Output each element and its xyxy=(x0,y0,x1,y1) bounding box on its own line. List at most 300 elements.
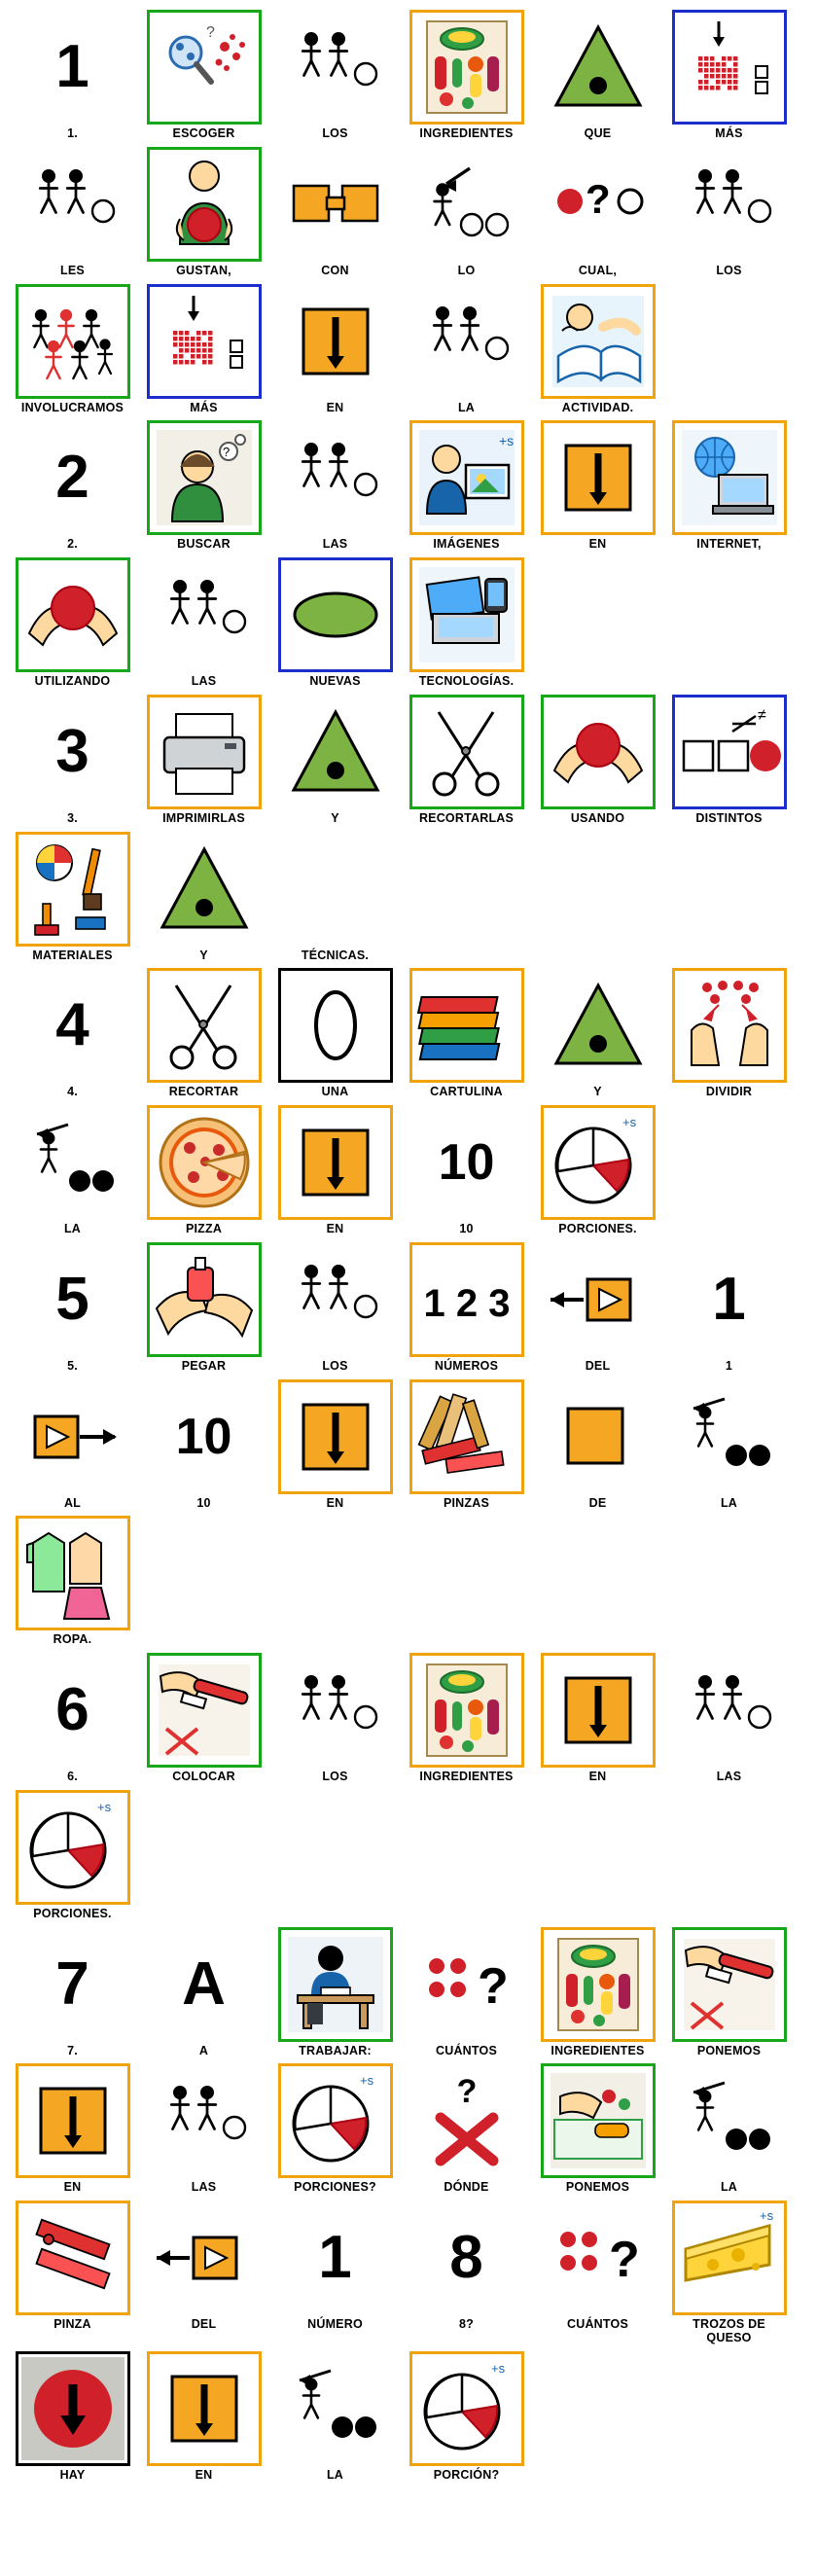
pictogram-cell xyxy=(406,420,527,552)
more-dots-arrow-icon xyxy=(147,284,262,399)
pictogram-caption: PORCIÓN? xyxy=(433,2467,500,2482)
number-text: 1 xyxy=(712,1265,746,1333)
pictogram-caption: HAY xyxy=(59,2467,86,2482)
put-hand-table-icon xyxy=(541,2063,656,2178)
svg-text:+s: +s xyxy=(96,1799,111,1814)
pictogram-caption: LOS xyxy=(322,1358,348,1373)
pictogram-cell xyxy=(12,832,133,963)
pictogram-cell xyxy=(12,2351,133,2483)
images-person-screen-icon xyxy=(409,420,524,535)
pictogram-cell xyxy=(406,1379,527,1511)
pictogram-row xyxy=(12,2063,805,2195)
people-group-icon xyxy=(278,420,393,535)
pictogram-cell xyxy=(12,2063,133,2195)
different-shapes-icon xyxy=(672,695,787,809)
pictogram-caption: UNA xyxy=(321,1085,349,1099)
pictogram-caption: TROZOS DE QUESO xyxy=(693,2317,765,2344)
pictogram-caption: LA xyxy=(63,1222,82,1235)
pictogram-caption: LAS xyxy=(322,537,348,552)
pictogram-cell xyxy=(406,1242,527,1374)
people-group-icon xyxy=(16,147,130,262)
triangle-green-icon xyxy=(541,968,656,1083)
pictogram-caption: MATERIALES xyxy=(32,948,113,962)
pictogram-caption: DEL xyxy=(585,1358,611,1373)
number-glyph xyxy=(16,1927,130,2042)
number-text: 10 xyxy=(438,1134,495,1191)
pictogram-caption: LES xyxy=(60,263,85,277)
person-arrow-group-icon xyxy=(278,2351,393,2466)
scissors-icon xyxy=(409,695,524,809)
person-arrow-group-icon xyxy=(672,1379,787,1494)
pictogram-cell xyxy=(12,420,133,552)
pictogram-caption: INGREDIENTES xyxy=(551,2043,645,2057)
pictogram-cell xyxy=(12,557,133,689)
pictogram-caption: INGREDIENTES xyxy=(419,1770,514,1783)
pictogram-cell xyxy=(12,2200,133,2332)
people-group-icon xyxy=(147,2063,262,2178)
pictogram-caption: LAS xyxy=(716,1770,742,1783)
pictogram-caption: TECNOLOGÍAS. xyxy=(418,674,515,688)
pictogram-caption: 2. xyxy=(67,537,78,552)
pictogram-caption: TÉCNICAS. xyxy=(301,948,370,962)
number-glyph xyxy=(16,695,130,809)
pictogram-cell xyxy=(406,147,527,278)
pictogram-cell xyxy=(12,1379,133,1511)
pictogram-caption: 6. xyxy=(67,1770,78,1783)
scissors-icon xyxy=(147,968,262,1083)
arrow-play-left-icon xyxy=(147,2200,262,2315)
number-text: 1 xyxy=(318,2224,352,2291)
pictogram-row xyxy=(12,284,805,415)
pictogram-cell xyxy=(406,2200,527,2332)
activity-book-hands-icon xyxy=(541,284,656,399)
pictogram-row xyxy=(12,1379,805,1511)
pictogram-cell xyxy=(668,420,790,552)
square-arrow-down-icon xyxy=(541,420,656,535)
pictogram-cell xyxy=(537,420,658,552)
pictogram-caption: 5. xyxy=(67,1358,78,1373)
pictogram-cell xyxy=(274,284,396,415)
pictogram-cell xyxy=(406,1105,527,1236)
pictogram-cell xyxy=(143,1242,265,1374)
pictogram-cell xyxy=(143,557,265,689)
pictogram-cell xyxy=(12,1105,133,1236)
pictogram-cell xyxy=(537,1379,658,1511)
numbers-123-icon xyxy=(409,1242,524,1357)
pictogram-cell xyxy=(537,1105,658,1236)
pictogram-row xyxy=(12,695,805,826)
pictogram-caption: Y xyxy=(331,810,339,825)
svg-text:?: ? xyxy=(222,445,230,460)
pictogram-cell xyxy=(537,695,658,826)
internet-globe-laptop-icon xyxy=(672,420,787,535)
pizza-icon xyxy=(147,1105,262,1220)
pictogram-cell xyxy=(12,10,133,141)
pictogram-cell xyxy=(12,1790,133,1921)
pictogram-caption: NUEVAS xyxy=(309,674,361,688)
like-person-heart-icon xyxy=(147,147,262,262)
number-glyph xyxy=(147,1379,262,1494)
pictogram-caption: ROPA. xyxy=(53,1632,92,1647)
pictogram-cell xyxy=(12,968,133,1099)
pictogram-caption: PEGAR xyxy=(181,1358,227,1373)
pictogram-cell xyxy=(143,2200,265,2332)
svg-text:+s: +s xyxy=(622,1115,636,1129)
pictogram-cell xyxy=(274,147,396,278)
orange-square-arrow-left-icon xyxy=(541,1379,656,1494)
number-text: 5 xyxy=(55,1265,89,1333)
people-group-icon xyxy=(672,1653,787,1768)
pictogram-cell xyxy=(143,10,265,141)
choose-magnifier-icon xyxy=(147,10,262,125)
pictogram-cell xyxy=(274,1242,396,1374)
number-glyph xyxy=(278,2200,393,2315)
play-arrow-right-icon xyxy=(16,1379,130,1494)
pictogram-caption: 1. xyxy=(67,126,78,140)
number-glyph xyxy=(16,1653,130,1768)
pictogram-row xyxy=(12,1516,805,1647)
pictogram-cell xyxy=(668,1927,790,2058)
pictogram-caption: AL xyxy=(63,1495,82,1510)
pictogram-caption: LA xyxy=(720,1495,738,1510)
pictogram-caption: PORCIONES. xyxy=(558,1222,637,1235)
pictogram-caption: LA xyxy=(326,2467,344,2482)
pictogram-cell xyxy=(274,420,396,552)
pictogram-caption: NÚMEROS xyxy=(434,1358,499,1373)
pictogram-row xyxy=(12,1105,805,1236)
ellipse-outline-icon xyxy=(278,968,393,1083)
pictogram-caption: 1 xyxy=(725,1358,733,1373)
pictogram-cell xyxy=(668,1653,790,1784)
pictogram-row xyxy=(12,147,805,278)
pictogram-caption: DIVIDIR xyxy=(705,1085,753,1099)
pictogram-caption: LA xyxy=(720,2180,738,2195)
pictogram-caption: MÁS xyxy=(715,126,743,140)
pictogram-cell xyxy=(406,968,527,1099)
person-arrow-icon xyxy=(409,147,524,262)
pictogram-cell xyxy=(274,2063,396,2195)
pictogram-cell xyxy=(668,2063,790,2195)
pictogram-caption: IMÁGENES xyxy=(433,537,500,552)
pictogram-caption: CUÁNTOS xyxy=(436,2043,497,2057)
pictogram-cell xyxy=(668,1379,790,1511)
pictogram-caption: EN xyxy=(195,2467,213,2482)
pictogram-caption: Y xyxy=(199,948,208,962)
portions-pie-icon xyxy=(16,1790,130,1905)
pictogram-caption: PONEMOS xyxy=(565,2180,630,2195)
pictogram-cell xyxy=(537,1242,658,1374)
number-text: 7 xyxy=(55,1950,89,2018)
people-group-icon xyxy=(409,284,524,399)
pictogram-caption: EN xyxy=(326,1222,344,1235)
pictogram-cell xyxy=(12,147,133,278)
svg-text:?: ? xyxy=(477,1957,509,2015)
more-dots-arrow-icon xyxy=(672,10,787,125)
pictogram-caption: ACTIVIDAD. xyxy=(561,400,634,414)
pictogram-caption: 7. xyxy=(67,2043,78,2057)
place-hand-tool-icon xyxy=(147,1653,262,1768)
triangle-green-icon xyxy=(541,10,656,125)
pictogram-cell xyxy=(668,147,790,278)
glue-hands-icon xyxy=(147,1242,262,1357)
pictogram-caption: 4. xyxy=(67,1085,78,1099)
pictogram-caption: EN xyxy=(326,400,344,414)
pictogram-caption: PORCIONES? xyxy=(294,2180,376,2195)
ingredients-tray-icon xyxy=(541,1927,656,2042)
pictogram-caption: GUSTAN, xyxy=(176,263,231,277)
number-glyph xyxy=(16,10,130,125)
pictogram-cell xyxy=(12,284,133,415)
pictogram-caption: RECORTARLAS xyxy=(418,810,515,825)
pictogram-caption: EN xyxy=(588,1770,607,1783)
pictogram-caption: EN xyxy=(588,537,607,552)
pictogram-caption: EN xyxy=(326,1495,344,1510)
pictogram-cell xyxy=(143,1105,265,1236)
pictogram-cell xyxy=(668,695,790,826)
portions-pie-icon xyxy=(278,2063,393,2178)
portions-pie-icon xyxy=(541,1105,656,1220)
pictogram-caption: TRABAJAR: xyxy=(299,2043,372,2057)
pictogram-caption: DEL xyxy=(191,2317,217,2331)
person-arrow-group-icon xyxy=(672,2063,787,2178)
pictogram-caption: 10 xyxy=(459,1222,474,1235)
pictogram-cell xyxy=(537,1653,658,1784)
pictogram-cell xyxy=(274,695,396,826)
pictogram-cell xyxy=(12,1927,133,2058)
people-group-icon xyxy=(147,557,262,672)
pictogram-caption: LOS xyxy=(322,1770,348,1783)
pictogram-caption: DISTINTOS xyxy=(695,810,763,825)
svg-text:+s: +s xyxy=(759,2208,773,2223)
pictogram-cell xyxy=(537,968,658,1099)
svg-text:?: ? xyxy=(585,175,611,222)
pictogram-cell xyxy=(668,968,790,1099)
pictogram-cell xyxy=(143,832,265,963)
using-hands-red-ball-icon xyxy=(16,557,130,672)
pictogram-caption: RECORTAR xyxy=(168,1085,239,1099)
svg-text:+s: +s xyxy=(498,433,514,449)
pictogram-caption: PORCIONES. xyxy=(33,1906,112,1920)
pictogram-row xyxy=(12,968,805,1099)
square-arrow-down-icon xyxy=(541,1653,656,1768)
pictogram-cell xyxy=(12,1653,133,1784)
number-glyph xyxy=(672,1242,787,1357)
pictogram-cell xyxy=(274,2200,396,2332)
number-glyph xyxy=(409,2200,524,2315)
pictogram-cell xyxy=(143,284,265,415)
place-hand-tool-icon xyxy=(672,1927,787,2042)
pictogram-cell xyxy=(274,968,396,1099)
arrow-play-left-icon xyxy=(541,1242,656,1357)
pictogram-cell xyxy=(143,1927,265,2058)
svg-text:≠: ≠ xyxy=(757,706,766,724)
pictogram-cell xyxy=(406,557,527,689)
pictogram-caption: PINZAS xyxy=(443,1495,490,1510)
two-squares-link-icon xyxy=(278,147,393,262)
pictogram-caption: NÚMERO xyxy=(307,2317,363,2331)
pictogram-cell xyxy=(143,420,265,552)
pictogram-cell xyxy=(143,695,265,826)
number-text: 8 xyxy=(449,2224,483,2291)
pictogram-caption: BUSCAR xyxy=(177,537,231,552)
number-text: A xyxy=(182,1950,226,2018)
how-many-dots-question-icon xyxy=(541,2200,656,2315)
pictogram-cell xyxy=(537,10,658,141)
pictogram-caption: EN xyxy=(63,2180,82,2195)
pictogram-cell xyxy=(143,2351,265,2483)
pictogram-caption: DÓNDE xyxy=(444,2180,489,2195)
pictogram-caption: INTERNET, xyxy=(696,537,762,552)
pictogram-cell xyxy=(668,1242,790,1374)
person-arrow-group-icon xyxy=(16,1105,130,1220)
pictogram-cell xyxy=(12,1242,133,1374)
pictogram-caption: CUAL, xyxy=(578,263,618,277)
pictogram-caption: 3. xyxy=(67,810,78,825)
search-person-think-icon xyxy=(147,420,262,535)
pictogram-row xyxy=(12,1790,805,1921)
svg-text:+s: +s xyxy=(490,2360,505,2376)
pictogram-cell xyxy=(12,1516,133,1647)
pictogram-cell xyxy=(12,695,133,826)
pictogram-cell xyxy=(274,832,396,963)
pictogram-caption: INVOLUCRAMOS xyxy=(20,400,124,414)
pictogram-row xyxy=(12,832,805,963)
number-glyph xyxy=(16,420,130,535)
how-many-dots-question-icon xyxy=(409,1927,524,2042)
divide-hands-dots-icon xyxy=(672,968,787,1083)
pictogram-cell xyxy=(406,695,527,826)
pictogram-caption: A xyxy=(198,2043,209,2057)
red-dot-question-icon xyxy=(541,147,656,262)
people-group-icon xyxy=(672,147,787,262)
technologies-devices-icon xyxy=(409,557,524,672)
new-green-ellipse-icon xyxy=(278,557,393,672)
pictogram-cell xyxy=(143,968,265,1099)
pictogram-caption: UTILIZANDO xyxy=(34,674,111,688)
pictogram-cell xyxy=(143,1379,265,1511)
people-group-icon xyxy=(278,1242,393,1357)
pictogram-cell xyxy=(406,10,527,141)
pictogram-cell xyxy=(274,10,396,141)
pictogram-row xyxy=(12,1653,805,1784)
pictogram-caption: PIZZA xyxy=(185,1222,223,1235)
number-glyph xyxy=(409,1105,524,1220)
svg-text:?: ? xyxy=(456,2073,477,2111)
pictogram-cell xyxy=(274,1653,396,1784)
pictogram-cell xyxy=(537,284,658,415)
pictogram-caption: USANDO xyxy=(570,810,625,825)
there-is-red-circle-arrow-icon xyxy=(16,2351,130,2466)
number-glyph xyxy=(16,1242,130,1357)
pictogram-caption: DE xyxy=(588,1495,607,1510)
clothespins-icon xyxy=(409,1379,524,1494)
pictogram-row xyxy=(12,2200,805,2345)
ingredients-tray-icon xyxy=(409,1653,524,1768)
pictogram-caption: LOS xyxy=(322,126,348,140)
people-group-icon xyxy=(278,1653,393,1768)
pictogram-caption: LA xyxy=(457,400,476,414)
pictogram-caption: PINZA xyxy=(53,2317,91,2331)
pictogram-cell xyxy=(406,2063,527,2195)
pictogram-caption: 10 xyxy=(196,1495,211,1510)
pictogram-caption: CARTULINA xyxy=(430,1085,503,1099)
pictogram-row xyxy=(12,1242,805,1374)
number-glyph xyxy=(147,1927,262,2042)
pictogram-caption: ESCOGER xyxy=(172,126,235,140)
pictogram-caption: MÁS xyxy=(190,400,218,414)
red-cross-question-icon xyxy=(409,2063,524,2178)
pictogram-cell xyxy=(406,2351,527,2483)
pictogram-caption: PONEMOS xyxy=(696,2043,762,2057)
pictogram-caption: LAS xyxy=(191,2180,217,2195)
svg-text:+s: +s xyxy=(359,2073,373,2089)
number-text: 1 xyxy=(55,33,89,100)
clothespin-single-icon xyxy=(16,2200,130,2315)
involve-people-red-icon xyxy=(16,284,130,399)
cardboard-sheets-icon xyxy=(409,968,524,1083)
triangle-green-icon xyxy=(147,832,262,947)
pictogram-cell xyxy=(406,284,527,415)
pictogram-caption: COLOCAR xyxy=(172,1770,235,1783)
square-arrow-down-icon xyxy=(147,2351,262,2466)
pictogram-caption: INGREDIENTES xyxy=(419,126,514,140)
pictogram-caption: LAS xyxy=(191,674,217,688)
pictogram-cell xyxy=(143,147,265,278)
using-hands-red-ball-icon xyxy=(541,695,656,809)
pictogram-row xyxy=(12,2351,805,2483)
square-arrow-down-icon xyxy=(278,1379,393,1494)
clothes-icon xyxy=(16,1516,130,1630)
triangle-green-icon xyxy=(278,695,393,809)
pictogram-cell xyxy=(668,2200,790,2345)
cheese-icon xyxy=(672,2200,787,2315)
number-text: 2 xyxy=(55,444,89,512)
square-arrow-down-icon xyxy=(278,284,393,399)
pictogram-cell xyxy=(537,2063,658,2195)
pictogram-caption: Y xyxy=(593,1085,602,1099)
number-text: 3 xyxy=(55,717,89,785)
printer-icon xyxy=(147,695,262,809)
number-glyph xyxy=(16,968,130,1083)
pictogram-cell xyxy=(143,1653,265,1784)
square-arrow-down-icon xyxy=(16,2063,130,2178)
pictogram-caption: IMPRIMIRLAS xyxy=(162,810,245,825)
work-desk-person-icon xyxy=(278,1927,393,2042)
pictogram-cell xyxy=(537,147,658,278)
pictogram-cell xyxy=(537,1927,658,2058)
svg-text:?: ? xyxy=(608,2232,640,2288)
pictogram-row xyxy=(12,557,805,689)
pictogram-cell xyxy=(274,1105,396,1236)
people-group-icon xyxy=(278,10,393,125)
pictogram-row xyxy=(12,10,805,141)
none-icon xyxy=(278,832,393,947)
pictogram-caption: 8? xyxy=(459,2317,474,2331)
svg-text:1 2 3: 1 2 3 xyxy=(423,1281,510,1325)
portions-pie-icon xyxy=(409,2351,524,2466)
pictogram-cell xyxy=(406,1653,527,1784)
ingredients-tray-icon xyxy=(409,10,524,125)
number-text: 4 xyxy=(55,991,89,1059)
number-text: 10 xyxy=(175,1408,232,1465)
pictogram-cell xyxy=(274,1379,396,1511)
svg-text:?: ? xyxy=(205,24,215,41)
pictogram-row xyxy=(12,420,805,552)
pictogram-cell xyxy=(274,2351,396,2483)
pictogram-caption: LOS xyxy=(716,263,742,277)
pictogram-cell xyxy=(406,1927,527,2058)
pictogram-caption: QUE xyxy=(584,126,612,140)
